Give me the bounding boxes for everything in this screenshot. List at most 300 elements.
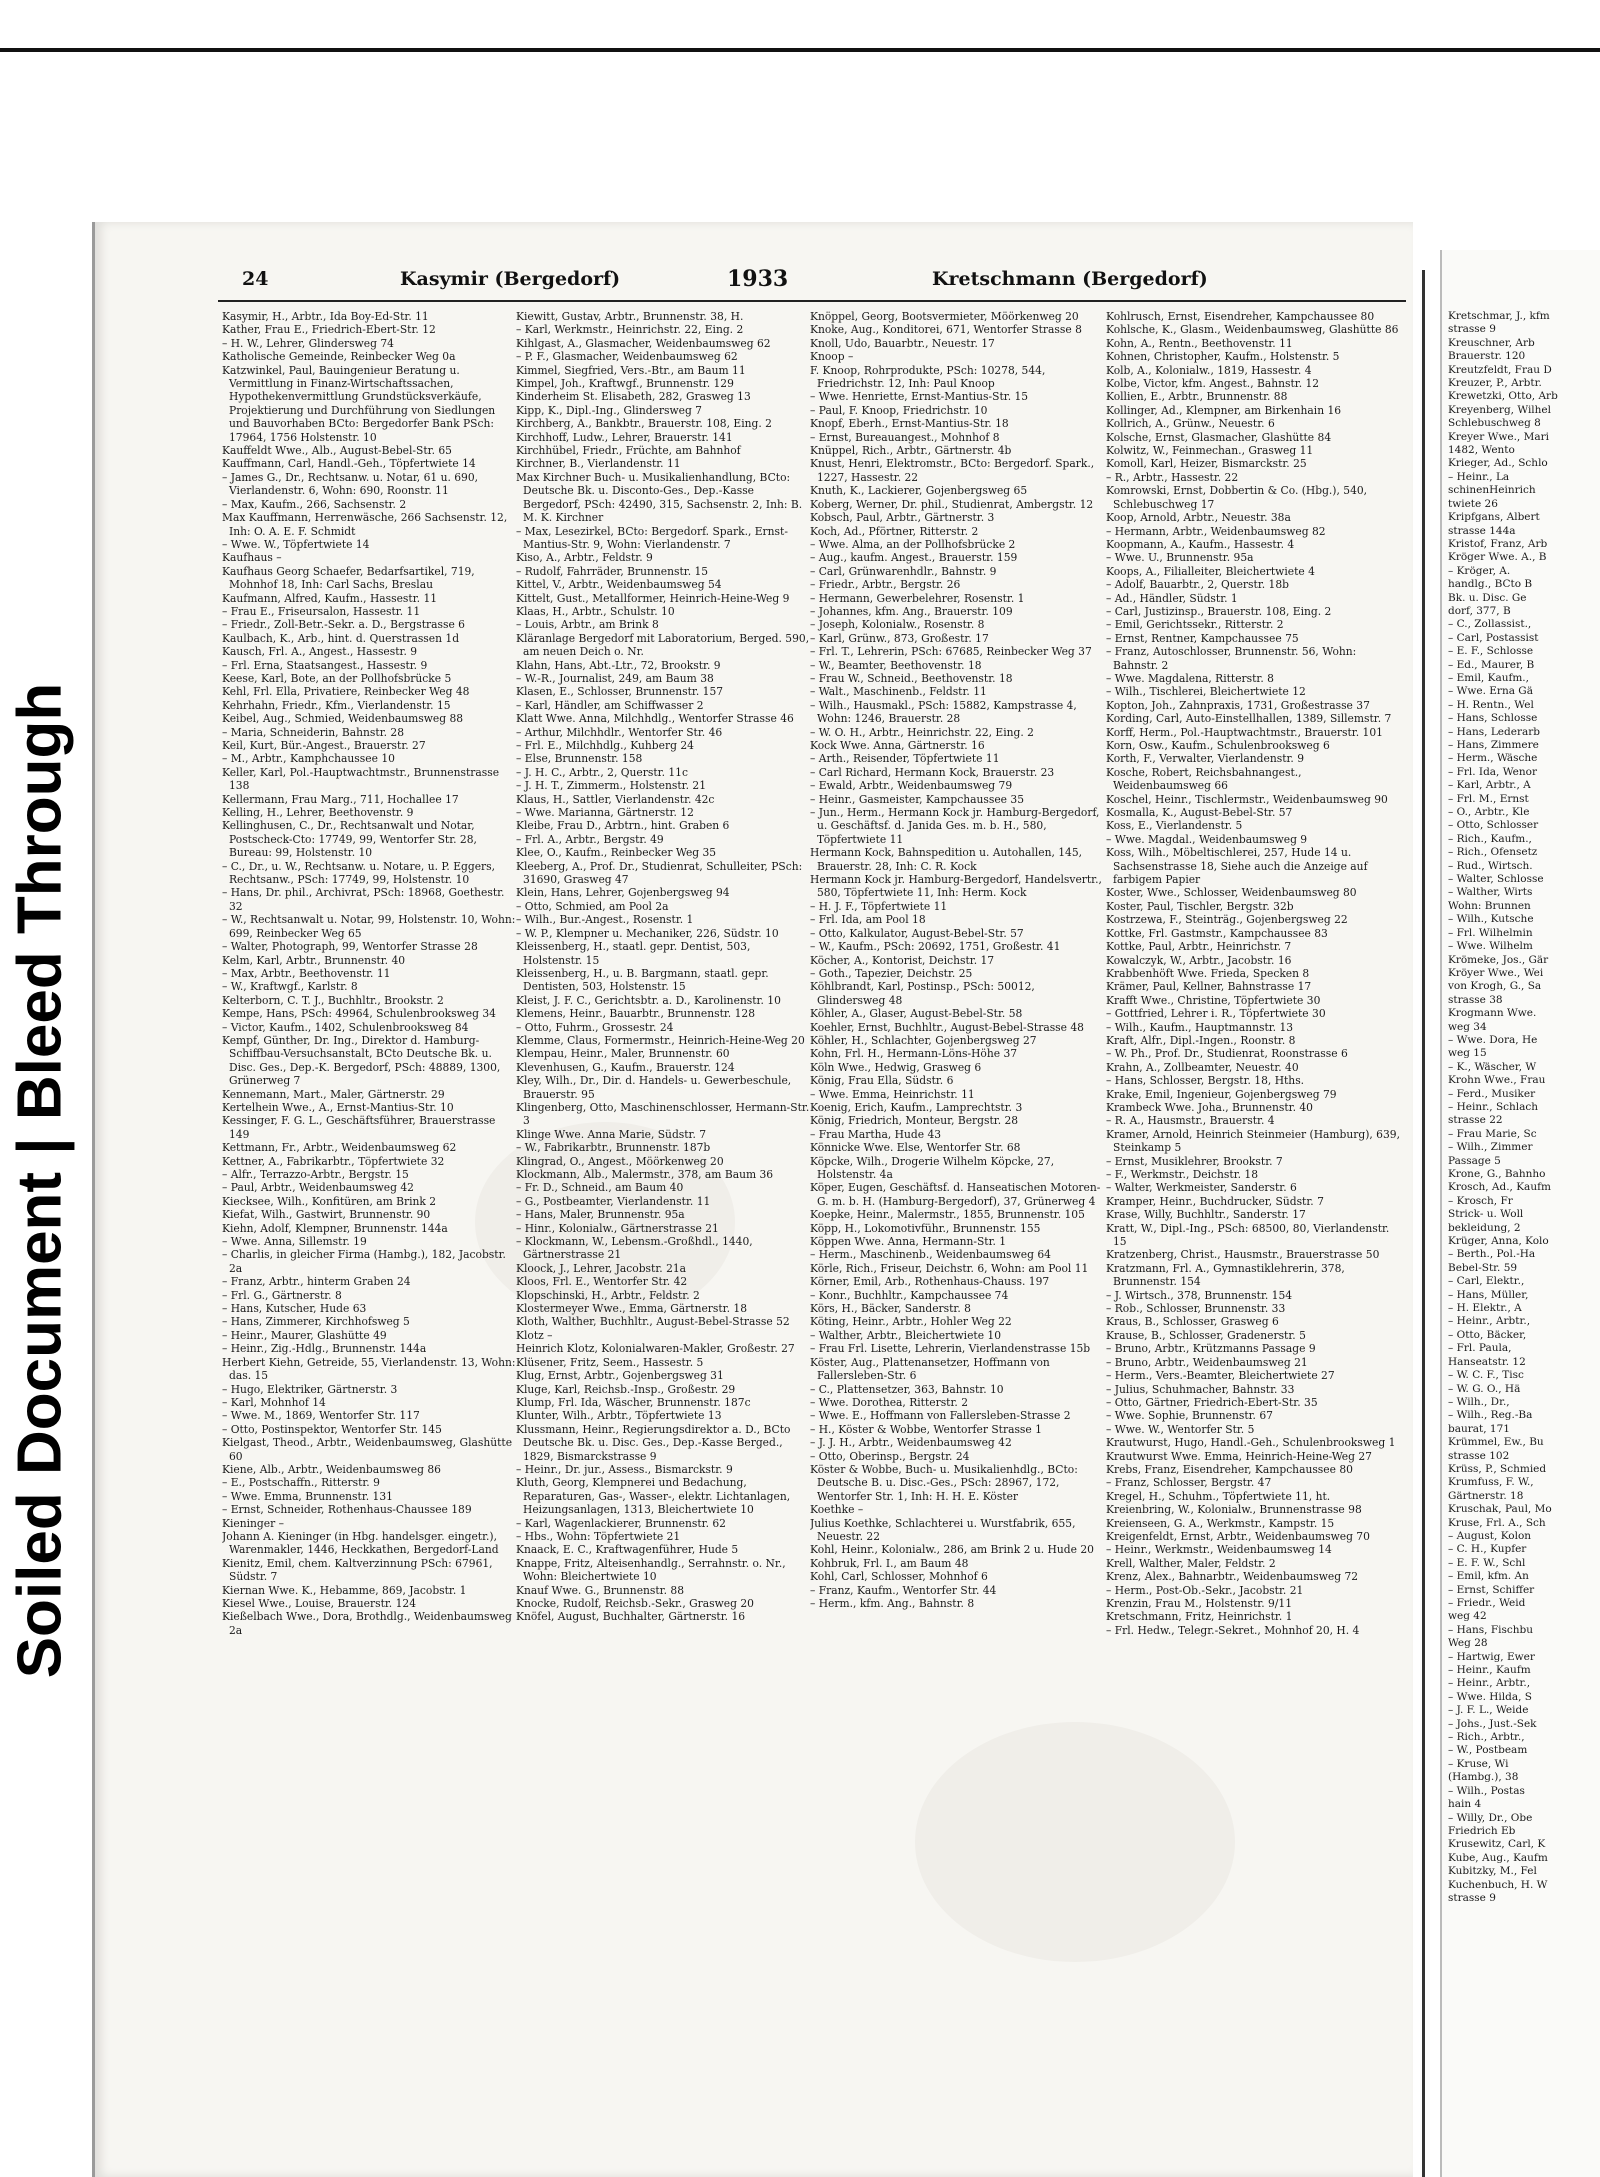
directory-entry: – Hans, Schlosser, Bergstr. 18, Hths. bbox=[1106, 1074, 1305, 1088]
directory-entry: – W., Kaufm., PSch: 20692, 1751, Großestr. 41 bbox=[810, 940, 1061, 954]
directory-entry: Kielgast, Theod., Arbtr., Weidenbaumsweg, Glashütte 60 bbox=[222, 1436, 513, 1463]
directory-entry: – Frl. T., Lehrerin, PSch: 67685, Reinbecker Weg 37 bbox=[810, 645, 1092, 659]
directory-entry: Kather, Frau E., Friedrich-Ebert-Str. 12 bbox=[222, 323, 436, 337]
next-page-fragment: – C., Zollassist., bbox=[1448, 618, 1532, 631]
next-page-text-column bbox=[1448, 310, 1600, 1905]
next-page-fragment: schinenHeinrich bbox=[1448, 484, 1536, 497]
directory-entry: – Konr., Buchhltr., Kampchaussee 74 bbox=[810, 1288, 1009, 1302]
directory-entry: – Hans, Maler, Brunnenstr. 95a bbox=[516, 1208, 685, 1222]
directory-entry: Kettner, A., Fabrikarbtr., Töpfertwiete 32 bbox=[222, 1154, 445, 1168]
directory-entry: Klaas, H., Arbtr., Schulstr. 10 bbox=[516, 604, 675, 618]
directory-entry: Kohlsche, K., Glasm., Weidenbaumsweg, Glashütte 86 bbox=[1106, 323, 1399, 337]
next-page-fragment: strasse 102 bbox=[1448, 1449, 1510, 1462]
directory-entry: – Otto, Fuhrm., Grossestr. 24 bbox=[516, 1020, 674, 1034]
directory-entry: Kleissenberg, H., staatl. gepr. Dentist, 503, Holstenstr. 15 bbox=[516, 940, 751, 967]
directory-entry: Kleist, J. F. C., Gerichtsbtr. a. D., Karolinenstr. 10 bbox=[516, 993, 781, 1007]
next-page-fragment: strasse 144a bbox=[1448, 524, 1516, 537]
directory-entry: Körner, Emil, Arb., Rothenhaus-Chauss. 197 bbox=[810, 1275, 1050, 1289]
next-page-fragment: – Heinr., Arbtr., bbox=[1448, 1315, 1531, 1328]
next-page-fragment: – O., Arbtr., Kle bbox=[1448, 806, 1530, 819]
directory-entry: Klahn, Hans, Abt.-Ltr., 72, Brookstr. 9 bbox=[516, 658, 721, 672]
directory-entry: Klemme, Claus, Formermstr., Heinrich-Heine-Weg 20 bbox=[516, 1033, 805, 1047]
directory-entry: – Carl, Grünwarenhdlr., Bahnstr. 9 bbox=[810, 564, 997, 578]
next-page-fragment: twiete 26 bbox=[1448, 497, 1498, 510]
directory-entry: – G., Postbeamter, Vierlandenstr. 11 bbox=[516, 1194, 711, 1208]
directory-entry: – Hugo, Elektriker, Gärtnerstr. 3 bbox=[222, 1382, 398, 1396]
side-watermark-label bbox=[0, 330, 80, 2030]
directory-entry: Kolb, A., Kolonialw., 1819, Hassestr. 4 bbox=[1106, 363, 1312, 377]
next-page-fragment: – Ernst, Schiffer bbox=[1448, 1583, 1535, 1596]
directory-entry: Kittel, V., Arbtr., Weidenbaumsweg 54 bbox=[516, 578, 722, 592]
next-page-fragment: – Hans, Schlosse bbox=[1448, 712, 1538, 725]
directory-entry: Köster & Wobbe, Buch- u. Musikalienhdlg., BCto: Deutsche B. u. Disc.-Ges., PSch: 28967, 172, Wentorfer Str. 1, Inh: H. H. E. Köster bbox=[810, 1462, 1078, 1503]
directory-entry: Knuth, K., Lackierer, Gojenbergsweg 65 bbox=[810, 484, 1028, 498]
next-page-fragment: – Hartwig, Ewer bbox=[1448, 1650, 1535, 1663]
next-page-fragment: Wohn: Brunnen bbox=[1448, 899, 1531, 912]
directory-entry: Krause, B., Schlosser, Gradenerstr. 5 bbox=[1106, 1328, 1306, 1342]
next-page-fragment: – Krosch, Fr bbox=[1448, 1194, 1513, 1207]
directory-entry: Kluge, Karl, Reichsb.-Insp., Großestr. 29 bbox=[516, 1382, 736, 1396]
next-page-fragment: – Ferd., Musiker bbox=[1448, 1087, 1536, 1100]
directory-entry: Krafft Wwe., Christine, Töpfertwiete 30 bbox=[1106, 993, 1321, 1007]
next-page-fragment: Kreyenberg, Wilhel bbox=[1448, 403, 1551, 416]
directory-entry: – Wwe. Magdalena, Ritterstr. 8 bbox=[1106, 671, 1274, 685]
directory-entry: Kramper, Heinr., Buchdrucker, Südstr. 7 bbox=[1106, 1194, 1324, 1208]
directory-entry: Köln Wwe., Hedwig, Grasweg 6 bbox=[810, 1060, 982, 1074]
directory-entry: – W. P., Klempner u. Mechaniker, 226, Südstr. 10 bbox=[516, 926, 779, 940]
next-page-fragment: Krömeke, Jos., Gär bbox=[1448, 953, 1549, 966]
directory-entry: Klostermeyer Wwe., Emma, Gärtnerstr. 18 bbox=[516, 1302, 748, 1316]
directory-entry: – C., Dr., u. W., Rechtsanw. u. Notare, u. P. Eggers, Rechtsanw., PSch: 17749, 99, Holstenstr. 10 bbox=[222, 859, 496, 887]
directory-entry: Kauffmann, Carl, Handl.-Geh., Töpfertwiete 14 bbox=[222, 457, 476, 471]
directory-entry: Keibel, Aug., Schmied, Weidenbaumsweg 88 bbox=[222, 712, 464, 726]
directory-entry: – Karl, Werkmstr., Heinrichstr. 22, Eing. 2 bbox=[516, 323, 744, 337]
directory-entry: – J. H. T., Zimmerm., Holstenstr. 21 bbox=[516, 779, 706, 793]
directory-entry: – M., Arbtr., Kamphchaussee 10 bbox=[222, 752, 395, 766]
next-page-fragment: – Wilh., Zimmer bbox=[1448, 1141, 1533, 1154]
directory-entry: – H. J. F., Töpfertwiete 11 bbox=[810, 899, 948, 913]
directory-entry: – Julius, Schuhmacher, Bahnstr. 33 bbox=[1106, 1382, 1295, 1396]
directory-entry: – Goth., Tapezier, Deichstr. 25 bbox=[810, 966, 973, 980]
directory-entry: Klein, Hans, Lehrer, Gojenbergsweg 94 bbox=[516, 886, 730, 900]
directory-entry: – Adolf, Bauarbtr., 2, Querstr. 18b bbox=[1106, 578, 1289, 592]
directory-entry: Katzwinkel, Paul, Bauingenieur Beratung u. Vermittlung in Finanz-Wirtschaftssachen, Hypothekenvermittlung Grundstücksverkäufe, Projektierung und Durchführung von Siedlungen und Bauvorhaben BCto: Bergedorfer Bank PSch: 17964, 1756 Holstenstr. 10 bbox=[222, 363, 496, 444]
next-page-fragment: – Wwe. Erna Gä bbox=[1448, 685, 1533, 698]
directory-entry: – James G., Dr., Rechtsanw. u. Notar, 61 u. 690, Vierlandenstr. 6, Wohn: 690, Roonstr. 11 bbox=[222, 470, 479, 498]
next-page-fragment: – Kröger, A. bbox=[1448, 564, 1511, 577]
directory-entry: – Fr. D., Schneid., am Baum 40 bbox=[516, 1181, 684, 1195]
directory-entry: Kohn, A., Rentn., Beethovenstr. 11 bbox=[1106, 336, 1293, 350]
next-page-fragment: – Friedr., Weid bbox=[1448, 1597, 1526, 1609]
directory-entry: Korff, Herm., Pol.-Hauptwachtmstr., Brauerstr. 101 bbox=[1106, 725, 1383, 739]
directory-entry: – Otto, Postinspektor, Wentorfer Str. 145 bbox=[222, 1422, 442, 1436]
header-rule bbox=[218, 300, 1406, 302]
directory-entry: Klee, O., Kaufm., Reinbecker Weg 35 bbox=[516, 846, 717, 860]
next-page-fragment: – Wilh., Dr., bbox=[1448, 1395, 1510, 1408]
directory-entry: Kollinger, Ad., Klempner, am Birkenhain 16 bbox=[1106, 403, 1342, 417]
next-page-fragment: Kruse, Frl. A., Sch bbox=[1448, 1516, 1546, 1529]
directory-entry: Koenig, Erich, Kaufm., Lamprechtstr. 3 bbox=[810, 1100, 1023, 1114]
directory-entry: – Walt., Maschinenb., Feldstr. 11 bbox=[810, 685, 987, 699]
directory-entry: Knöppel, Georg, Bootsvermieter, Möörkenweg 20 bbox=[810, 310, 1079, 323]
next-page-fragment: Krewetzki, Otto, Arb bbox=[1448, 390, 1558, 403]
directory-entry: – Frl. Hedw., Telegr.-Sekret., Mohnhof 20, H. 4 bbox=[1106, 1623, 1360, 1637]
next-page-fragment: – Wilh., Postas bbox=[1448, 1784, 1525, 1797]
directory-entry: – Franz, Kaufm., Wentorfer Str. 44 bbox=[810, 1583, 997, 1597]
next-page-fragment: Krohn Wwe., Frau bbox=[1448, 1074, 1546, 1087]
next-page-fragment: Kruschak, Paul, Mo bbox=[1448, 1503, 1552, 1516]
directory-entry: Kaufhaus – bbox=[222, 551, 282, 565]
next-page-fragment: – Ed., Maurer, B bbox=[1448, 658, 1535, 671]
next-page-fragment: – Frl. Ida, Wenor bbox=[1448, 765, 1537, 778]
directory-entry: – Herm., Post-Ob.-Sekr., Jacobstr. 21 bbox=[1106, 1583, 1304, 1597]
next-page-fragment: Kretschmar, J., kfm bbox=[1448, 310, 1550, 322]
directory-entry: Koss, Wilh., Möbeltischlerei, 257, Hude 14 u. Sachsenstrasse 18, Siehe auch die Anzeige auf farbigem Papier bbox=[1106, 846, 1368, 887]
directory-entry: Körle, Rich., Friseur, Deichstr. 6, Wohn: am Pool 11 bbox=[810, 1261, 1089, 1275]
directory-entry: Kloos, Frl. E., Wentorfer Str. 42 bbox=[516, 1275, 688, 1289]
next-page-fragment: – Frl. Wilhelmin bbox=[1448, 926, 1533, 939]
next-page-fragment: strasse 22 bbox=[1448, 1114, 1503, 1127]
directory-entry: Köppen Wwe. Anna, Hermann-Str. 1 bbox=[810, 1235, 1007, 1249]
next-page-fragment: weg 34 bbox=[1448, 1020, 1487, 1033]
directory-entry: Hermann Kock jr. Hamburg-Bergedorf, Handelsvertr., 580, Töpfertwiete 11, Inh: Herm. Kock bbox=[810, 873, 1102, 900]
directory-entry: Knappe, Fritz, Alteisenhandlg., Serrahnstr. o. Nr., Wohn: Bleichertwiete 10 bbox=[516, 1556, 786, 1584]
directory-entry: Koschel, Heinr., Tischlermstr., Weidenbaumsweg 90 bbox=[1106, 792, 1388, 806]
directory-entry: Kirchberg, A., Bankbtr., Brauerstr. 108, Eing. 2 bbox=[516, 417, 772, 431]
next-page-fragment: – Kruse, Wi bbox=[1448, 1757, 1509, 1770]
directory-column-1 bbox=[222, 310, 518, 2170]
directory-entry: Kohlrusch, Ernst, Eisendreher, Kampchaussee 80 bbox=[1106, 310, 1375, 323]
directory-entry: Kreienbring, W., Kolonialw., Brunnenstrasse 98 bbox=[1106, 1503, 1362, 1517]
next-page-fragment: – Wilh., Kutsche bbox=[1448, 913, 1534, 926]
directory-entry: Knaack, E. C., Kraftwagenführer, Hude 5 bbox=[516, 1543, 739, 1557]
directory-entry: – Otto, Gärtner, Friedrich-Ebert-Str. 35 bbox=[1106, 1395, 1318, 1409]
next-page-fragment: – Otto, Bäcker, bbox=[1448, 1328, 1527, 1341]
directory-entry: Kirchhübel, Friedr., Früchte, am Bahnhof bbox=[516, 444, 741, 458]
directory-entry: – Wilh., Kaufm., Hauptmannstr. 13 bbox=[1106, 1020, 1294, 1034]
next-page-fragment: – Rich., Arbtr., bbox=[1448, 1731, 1525, 1744]
directory-entry: Köhler, H., Schlachter, Gojenbergsweg 27 bbox=[810, 1033, 1037, 1047]
directory-entry: Krautwurst Wwe. Emma, Heinrich-Heine-Weg 27 bbox=[1106, 1449, 1372, 1463]
directory-entry: – Rob., Schlosser, Brunnenstr. 33 bbox=[1106, 1302, 1286, 1316]
directory-entry: Hermann Kock, Bahnspedition u. Autohallen, 145, Brauerstr. 28, Inh: C. R. Kock bbox=[810, 846, 1083, 873]
directory-entry: Klinge Wwe. Anna Marie, Südstr. 7 bbox=[516, 1127, 707, 1141]
next-page-fragment: Krieger, Ad., Schlo bbox=[1448, 457, 1548, 470]
directory-entry: – Johannes, kfm. Ang., Brauerstr. 109 bbox=[810, 604, 1013, 618]
directory-entry: Koehler, Ernst, Buchhltr., August-Bebel-Strasse 48 bbox=[810, 1020, 1084, 1034]
directory-entry: – Karl, Mohnhof 14 bbox=[222, 1395, 326, 1409]
directory-entry: – W. O. H., Arbtr., Heinrichstr. 22, Eing. 2 bbox=[810, 725, 1034, 739]
next-page-fragment: – Walther, Wirts bbox=[1448, 886, 1533, 899]
next-page-fragment: Brauerstr. 120 bbox=[1448, 350, 1526, 363]
directory-entry: Kiecksee, Wilh., Konfitüren, am Brink 2 bbox=[222, 1194, 437, 1208]
next-page-fragment: – Heinr., Kaufm bbox=[1448, 1664, 1531, 1677]
directory-entry: – C., Plattensetzer, 363, Bahnstr. 10 bbox=[810, 1382, 1004, 1396]
next-page-fragment: – Frl. Paula, bbox=[1448, 1342, 1512, 1355]
directory-entry: Köpcke, Wilh., Drogerie Wilhelm Köpcke, 27, Holstenstr. 4a bbox=[810, 1154, 1055, 1181]
directory-entry: Kasymir, H., Arbtr., Ida Boy-Ed-Str. 11 bbox=[222, 310, 429, 323]
left-running-head: Kasymir (Bergedorf) bbox=[400, 268, 621, 290]
directory-entry: Max Kauffmann, Herrenwäsche, 266 Sachsenstr. 12, Inh: O. A. E. F. Schmidt bbox=[222, 511, 508, 538]
directory-entry: Kosmalla, K., August-Bebel-Str. 57 bbox=[1106, 806, 1293, 820]
next-page-fragment: – Heinr., Schlach bbox=[1448, 1100, 1539, 1113]
directory-entry: – Maria, Schneiderin, Bahnstr. 28 bbox=[222, 725, 405, 739]
directory-entry: Könnicke Wwe. Else, Wentorfer Str. 68 bbox=[810, 1141, 1021, 1155]
next-page-fragment: – W. G. O., Hä bbox=[1448, 1382, 1521, 1395]
directory-entry: Klatt Wwe. Anna, Milchhdlg., Wentorfer Strasse 46 bbox=[516, 712, 794, 726]
next-page-fragment: – Carl, Elektr., bbox=[1448, 1275, 1525, 1288]
directory-entry: Kittelt, Gust., Metallformer, Heinrich-Heine-Weg 9 bbox=[516, 591, 790, 605]
directory-entry: Krell, Walther, Maler, Feldstr. 2 bbox=[1106, 1556, 1276, 1570]
directory-entry: Kläranlage Bergedorf mit Laboratorium, Berged. 590, am neuen Deich o. Nr. bbox=[516, 631, 810, 659]
directory-entry: – Else, Brunnenstr. 158 bbox=[516, 752, 643, 766]
directory-entry: Kosche, Robert, Reichsbahnangest., Weidenbaumsweg 66 bbox=[1106, 765, 1302, 793]
directory-entry: Kohl, Heinr., Kolonialw., 286, am Brink 2 u. Hude 20 bbox=[810, 1543, 1094, 1557]
next-page-fragment: – Frl. M., Ernst bbox=[1448, 792, 1529, 805]
directory-entry: Koberg, Werner, Dr. phil., Studienrat, Ambergstr. 12 bbox=[810, 497, 1094, 511]
directory-entry: Koss, E., Vierlandenstr. 5 bbox=[1106, 819, 1243, 833]
directory-entry: – Arthur, Milchhdlr., Wentorfer Str. 46 bbox=[516, 725, 723, 739]
directory-entry: – Carl, Justizinsp., Brauerstr. 108, Eing. 2 bbox=[1106, 604, 1332, 618]
directory-entry: – Wilh., Bur.-Angest., Rosenstr. 1 bbox=[516, 913, 694, 927]
directory-entry: Krenzin, Frau M., Holstenstr. 9/11 bbox=[1106, 1597, 1293, 1610]
directory-entry: – Wwe. E., Hoffmann von Fallersleben-Strasse 2 bbox=[810, 1409, 1071, 1423]
directory-entry: Köpp, H., Lokomotivführ., Brunnenstr. 155 bbox=[810, 1221, 1041, 1235]
directory-entry: Kramer, Arnold, Heinrich Steinmeier (Hamburg), 639, Steinkamp 5 bbox=[1106, 1127, 1400, 1155]
directory-entry: Kloock, J., Lehrer, Jacobstr. 21a bbox=[516, 1261, 687, 1275]
directory-entry: – F., Werkmstr., Deichstr. 18 bbox=[1106, 1168, 1259, 1181]
directory-entry: Katholische Gemeinde, Reinbecker Weg 0a bbox=[222, 350, 456, 364]
directory-entry: – J. Wirtsch., 378, Brunnenstr. 154 bbox=[1106, 1288, 1293, 1302]
next-page-fragment: Friedrich Eb bbox=[1448, 1824, 1516, 1837]
directory-entry: – Max, Lesezirkel, BCto: Bergedorf. Spark., Ernst-Mantius-Str. 9, Wohn: Vierlandenstr. 7 bbox=[516, 524, 788, 551]
directory-entry: Kellermann, Frau Marg., 711, Hochallee 17 bbox=[222, 792, 459, 806]
next-page-fragment: – Walter, Schlosse bbox=[1448, 873, 1544, 886]
directory-entry: Komrowski, Ernst, Dobbertin & Co. (Hbg.), 540, Schlebuschweg 17 bbox=[1106, 484, 1368, 511]
directory-entry: – Friedr., Zoll-Betr.-Sekr. a. D., Bergstrasse 6 bbox=[222, 618, 465, 632]
directory-entry: Kienitz, Emil, chem. Kaltverzinnung PSch: 67961, Südstr. 7 bbox=[222, 1556, 493, 1584]
next-page-fragment: – E. F., Schlosse bbox=[1448, 645, 1534, 658]
directory-entry: Kohl, Carl, Schlosser, Mohnhof 6 bbox=[810, 1570, 988, 1584]
next-page-fragment: Krüger, Anna, Kolo bbox=[1448, 1235, 1549, 1248]
next-page-fragment: – Johs., Just.-Sek bbox=[1448, 1717, 1537, 1730]
next-page-fragment: – Rich., Kaufm., bbox=[1448, 832, 1532, 845]
directory-entry: Klemens, Heinr., Bauarbtr., Brunnenstr. 128 bbox=[516, 1007, 755, 1021]
next-page-fragment: – Hans, Fischbu bbox=[1448, 1623, 1533, 1636]
directory-entry: – Paul, F. Knoop, Friedrichstr. 10 bbox=[810, 403, 988, 417]
directory-entry: Kostrzewa, F., Steinträg., Gojenbergsweg 22 bbox=[1106, 913, 1348, 927]
directory-entry: Knopf, Eberh., Ernst-Mantius-Str. 18 bbox=[810, 417, 1009, 431]
directory-entry: Köhlbrandt, Karl, Postinsp., PSch: 50012, Glindersweg 48 bbox=[810, 980, 1035, 1007]
next-page-fragment: Passage 5 bbox=[1448, 1154, 1501, 1167]
next-page-fragment: – Wwe. Dora, He bbox=[1448, 1033, 1538, 1046]
directory-entry: – Bruno, Arbtr., Krützmanns Passage 9 bbox=[1106, 1342, 1316, 1356]
next-page-fragment: – Herm., Wäsche bbox=[1448, 752, 1538, 765]
next-page-fragment: – J. F. L., Weide bbox=[1448, 1704, 1529, 1717]
directory-entry: – Herm., Vers.-Beamter, Bleichertwiete 27 bbox=[1106, 1369, 1335, 1383]
directory-entry: Klotz – bbox=[516, 1328, 553, 1342]
directory-entry: Kottke, Paul, Arbtr., Heinrichstr. 7 bbox=[1106, 940, 1292, 954]
next-page-fragment: weg 42 bbox=[1448, 1610, 1487, 1623]
directory-entry: Köhler, A., Glaser, August-Bebel-Str. 58 bbox=[810, 1007, 1023, 1021]
next-page-fragment: Kube, Aug., Kaufm bbox=[1448, 1851, 1548, 1864]
next-page-fragment: Weg 28 bbox=[1448, 1637, 1488, 1650]
directory-entry: Klempau, Heinr., Maler, Brunnenstr. 60 bbox=[516, 1047, 730, 1061]
directory-entry: Kraus, B., Schlosser, Grasweg 6 bbox=[1106, 1315, 1279, 1329]
directory-entry: Krambeck Wwe. Joha., Brunnenstr. 40 bbox=[1106, 1100, 1313, 1114]
directory-entry: Krämer, Paul, Kellner, Bahnstrasse 17 bbox=[1106, 980, 1312, 994]
directory-entry: Kiesel Wwe., Louise, Brauerstr. 124 bbox=[222, 1597, 416, 1610]
directory-entry: – Wwe. Emma, Heinrichstr. 11 bbox=[810, 1087, 975, 1101]
directory-entry: – Hinr., Kolonialw., Gärtnerstrasse 21 bbox=[516, 1221, 719, 1235]
page-number: 24 bbox=[242, 268, 269, 290]
directory-entry: Kiefat, Wilh., Gastwirt, Brunnenstr. 90 bbox=[222, 1208, 431, 1222]
directory-entry: – Ernst, Bureauangest., Mohnhof 8 bbox=[810, 430, 1000, 444]
directory-entry: Kloth, Walther, Buchhltr., August-Bebel-Strasse 52 bbox=[516, 1315, 790, 1329]
next-page-fragment: Schlebuschweg 8 bbox=[1448, 417, 1541, 430]
right-running-head: Kretschmann (Bergedorf) bbox=[932, 268, 1208, 290]
directory-entry: Kopton, Joh., Zahnpraxis, 1731, Großestrasse 37 bbox=[1106, 698, 1370, 712]
next-page-fragment: – Wwe. Hilda, S bbox=[1448, 1690, 1532, 1703]
directory-entry: Kelm, Karl, Arbtr., Brunnenstr. 40 bbox=[222, 953, 406, 967]
directory-entry: – Gottfried, Lehrer i. R., Töpfertwiete 30 bbox=[1106, 1007, 1326, 1021]
directory-entry: – Joseph, Kolonialw., Rosenstr. 8 bbox=[810, 618, 985, 632]
directory-entry: Kley, Wilh., Dr., Dir. d. Handels- u. Gewerbeschule, Brauerstr. 95 bbox=[516, 1074, 792, 1101]
directory-entry: Kiewitt, Gustav, Arbtr., Brunnenstr. 38, H. bbox=[516, 310, 744, 323]
directory-entry: Krase, Willy, Buchhltr., Sanderstr. 17 bbox=[1106, 1208, 1306, 1222]
directory-entry: Koethke – bbox=[810, 1503, 864, 1517]
directory-entry: Kimmel, Siegfried, Vers.-Btr., am Baum 11 bbox=[516, 363, 746, 377]
directory-entry: – Wwe. Marianna, Gärtnerstr. 12 bbox=[516, 806, 694, 820]
directory-entry: Kihlgast, A., Glasmacher, Weidenbaumsweg 62 bbox=[516, 336, 771, 350]
next-page-fragment: 1482, Wento bbox=[1448, 444, 1515, 457]
directory-entry: Krenz, Alex., Bahnarbtr., Weidenbaumsweg 72 bbox=[1106, 1570, 1359, 1584]
directory-entry: Knoke, Aug., Konditorei, 671, Wentorfer Strasse 8 bbox=[810, 323, 1082, 337]
next-page-fragment: Kristof, Franz, Arb bbox=[1448, 537, 1548, 550]
directory-entry: – H., Köster & Wobbe, Wentorfer Strasse 1 bbox=[810, 1422, 1042, 1436]
next-page-fragment: – W. C. F., Tisc bbox=[1448, 1369, 1524, 1382]
directory-entry: Heinrich Klotz, Kolonialwaren-Makler, Großestr. 27 bbox=[516, 1342, 795, 1356]
directory-entry: Krautwurst, Hugo, Handl.-Geh., Schulenbrooksweg 1 bbox=[1106, 1436, 1396, 1450]
directory-entry: – W. Ph., Prof. Dr., Studienrat, Roonstrasse 6 bbox=[1106, 1047, 1348, 1061]
next-page-fragment: bekleidung, 2 bbox=[1448, 1221, 1521, 1234]
directory-entry: Keese, Karl, Bote, an der Pollhofsbrücke 5 bbox=[222, 671, 452, 685]
next-page-fragment: – Rich., Ofensetz bbox=[1448, 846, 1538, 859]
next-page-fragment: – H. Rentn., Wel bbox=[1448, 698, 1534, 711]
directory-entry: Kording, Carl, Auto-Einstellhallen, 1389, Sillemstr. 7 bbox=[1106, 712, 1392, 726]
directory-entry: Kock Wwe. Anna, Gärtnerstr. 16 bbox=[810, 739, 985, 752]
next-page-fragment: – Karl, Arbtr., A bbox=[1448, 779, 1531, 792]
directory-entry: Klunter, Wilh., Arbtr., Töpfertwiete 13 bbox=[516, 1409, 722, 1423]
directory-entry: Kratzmann, Frl. A., Gymnastiklehrerin, 378, Brunnenstr. 154 bbox=[1106, 1261, 1345, 1289]
next-page-fragment: Kreutzfeldt, Frau D bbox=[1448, 363, 1552, 376]
next-page-fragment: – Hans, Lederarb bbox=[1448, 725, 1540, 738]
directory-entry: – Paul, Arbtr., Weidenbaumsweg 42 bbox=[222, 1181, 414, 1195]
directory-entry: Keil, Kurt, Bür.-Angest., Brauerstr. 27 bbox=[222, 739, 426, 752]
directory-entry: Knoll, Udo, Bauarbtr., Neuestr. 17 bbox=[810, 336, 995, 350]
directory-entry: – Wwe. W., Töpfertwiete 14 bbox=[222, 537, 370, 551]
next-page-fragment: – Otto, Schlosser bbox=[1448, 819, 1539, 832]
directory-entry: – R., Arbtr., Hassestr. 22 bbox=[1106, 470, 1239, 484]
directory-entry: Koster, Wwe., Schlosser, Weidenbaumsweg 80 bbox=[1106, 886, 1357, 900]
directory-entry: – Frl. G., Gärtnerstr. 8 bbox=[222, 1288, 342, 1302]
next-page-fragment: handlg., BCto B bbox=[1448, 578, 1533, 591]
directory-entry: Kraft, Alfr., Dipl.-Ingen., Roonstr. 8 bbox=[1106, 1033, 1296, 1047]
directory-entry: – Friedr., Arbtr., Bergstr. 26 bbox=[810, 578, 961, 592]
directory-entry: Köcher, A., Kontorist, Deichstr. 17 bbox=[810, 953, 995, 967]
directory-entry: Kolbe, Victor, kfm. Angest., Bahnstr. 12 bbox=[1106, 377, 1320, 391]
directory-entry: Kottke, Frl. Gastmstr., Kampchaussee 83 bbox=[1106, 926, 1328, 940]
next-page-fragment: Krumfuss, F. W., bbox=[1448, 1476, 1534, 1489]
directory-entry: – Walther, Arbtr., Bleichertwiete 10 bbox=[810, 1328, 1002, 1342]
directory-entry: Klingrad, O., Angest., Möörkenweg 20 bbox=[516, 1154, 724, 1168]
next-page-fragment: Krone, G., Bahnho bbox=[1448, 1168, 1546, 1180]
next-page-fragment: Gärtnerstr. 18 bbox=[1448, 1489, 1524, 1502]
directory-entry: Kregel, H., Schuhm., Töpfertwiete 11, ht. bbox=[1106, 1489, 1331, 1503]
directory-entry: – Emil, Gerichtssekr., Ritterstr. 2 bbox=[1106, 618, 1284, 632]
directory-entry: Kolsche, Ernst, Glasmacher, Glashütte 84 bbox=[1106, 430, 1332, 444]
directory-entry: – Ad., Händler, Südstr. 1 bbox=[1106, 591, 1238, 605]
directory-entry: Kleissenberg, H., u. B. Bargmann, staatl. gepr. Dentisten, 503, Holstenstr. 15 bbox=[516, 966, 769, 994]
directory-entry: Knoop – bbox=[810, 350, 854, 364]
directory-entry: Klump, Frl. Ida, Wäscher, Brunnenstr. 187c bbox=[516, 1395, 751, 1409]
directory-entry: – Bruno, Arbtr., Weidenbaumsweg 21 bbox=[1106, 1355, 1308, 1369]
next-page-fragment: – August, Kolon bbox=[1448, 1529, 1532, 1542]
next-page-fragment: Krusewitz, Carl, K bbox=[1448, 1838, 1546, 1851]
directory-entry: – Ernst, Musiklehrer, Brookstr. 7 bbox=[1106, 1154, 1283, 1168]
directory-entry: Kipp, K., Dipl.-Ing., Glindersweg 7 bbox=[516, 403, 702, 417]
directory-entry: – Wwe. Sophie, Brunnenstr. 67 bbox=[1106, 1409, 1273, 1423]
next-page-fragment: baurat, 171 bbox=[1448, 1422, 1510, 1435]
directory-entry: Krahn, A., Zollbeamter, Neuestr. 40 bbox=[1106, 1060, 1299, 1074]
directory-entry: – Hans, Zimmerer, Kirchhofsweg 5 bbox=[222, 1315, 410, 1329]
directory-entry: Körs, H., Bäcker, Sanderstr. 8 bbox=[810, 1302, 971, 1316]
directory-entry: – W., Rechtsanwalt u. Notar, 99, Holstenstr. 10, Wohn: 699, Reinbecker Weg 65 bbox=[222, 913, 516, 940]
directory-entry: Max Kirchner Buch- u. Musikalienhandlung, BCto: Deutsche Bk. u. Disconto-Ges., Dep.-Kasse Bergedorf, PSch: 42490, 315, Sachsenstr. 2, Inh: B. M. K. Kirchner bbox=[516, 470, 803, 525]
directory-entry: – Franz, Arbtr., hinterm Graben 24 bbox=[222, 1275, 411, 1289]
directory-entry: – Frl. A., Arbtr., Bergstr. 49 bbox=[516, 832, 664, 846]
next-page-fragment: Kripfgans, Albert bbox=[1448, 511, 1540, 524]
directory-entry: Knöfel, August, Buchhalter, Gärtnerstr. 16 bbox=[516, 1610, 746, 1624]
directory-entry: Kratt, W., Dipl.-Ing., PSch: 68500, 80, Vierlandenstr. 15 bbox=[1106, 1221, 1390, 1249]
next-page-fragment: – Willy, Dr., Obe bbox=[1448, 1811, 1533, 1824]
next-page-fragment: Kubitzky, M., Fel bbox=[1448, 1865, 1537, 1878]
directory-entry: – Max, Kaufm., 266, Sachsenstr. 2 bbox=[222, 497, 407, 511]
directory-entry: – Hermann, Arbtr., Weidenbaumsweg 82 bbox=[1106, 524, 1326, 538]
next-page-fragment: Bebel-Str. 59 bbox=[1448, 1261, 1518, 1274]
directory-entry: – E., Postschaffn., Ritterstr. 9 bbox=[222, 1476, 380, 1490]
directory-entry: – H. W., Lehrer, Glindersweg 74 bbox=[222, 336, 394, 350]
directory-column-3 bbox=[810, 310, 1106, 2170]
next-page-fragment: – Wilh., Reg.-Ba bbox=[1448, 1409, 1533, 1422]
directory-entry: Köster, Aug., Plattenansetzer, Hoffmann von Fallersleben-Str. 6 bbox=[810, 1355, 1050, 1383]
directory-entry: F. Knoop, Rohrprodukte, PSch: 10278, 544, Friedrichstr. 12, Inh: Paul Knoop bbox=[810, 363, 1046, 391]
directory-entry: Kohbruk, Frl. I., am Baum 48 bbox=[810, 1556, 969, 1570]
next-page-fragment: – Rud., Wirtsch. bbox=[1448, 859, 1533, 872]
directory-entry: – Frau W., Schneid., Beethovenstr. 18 bbox=[810, 671, 1013, 685]
next-page-fragment: – W., Postbeam bbox=[1448, 1744, 1528, 1757]
directory-entry: – Otto, Oberinsp., Bergstr. 24 bbox=[810, 1449, 970, 1463]
directory-entry: – Heinr., Werkmstr., Weidenbaumsweg 14 bbox=[1106, 1543, 1332, 1557]
directory-entry: – Wilh., Hausmakl., PSch: 15882, Kampstrasse 4, Wohn: 1246, Brauerstr. 28 bbox=[810, 698, 1077, 726]
directory-entry: Kiso, A., Arbtr., Feldstr. 9 bbox=[516, 551, 653, 565]
directory-entry: Kieninger – bbox=[222, 1516, 284, 1530]
directory-entry: – Karl, Grünw., 873, Großestr. 17 bbox=[810, 631, 989, 645]
next-page-fragment: (Hambg.), 38 bbox=[1448, 1771, 1519, 1784]
next-page-fragment: – Heinr., Arbtr., bbox=[1448, 1677, 1531, 1690]
directory-entry: Kertelhein Wwe., A., Ernst-Mantius-Str. 10 bbox=[222, 1100, 454, 1114]
next-page-fragment: Kreuschner, Arb bbox=[1448, 336, 1535, 349]
